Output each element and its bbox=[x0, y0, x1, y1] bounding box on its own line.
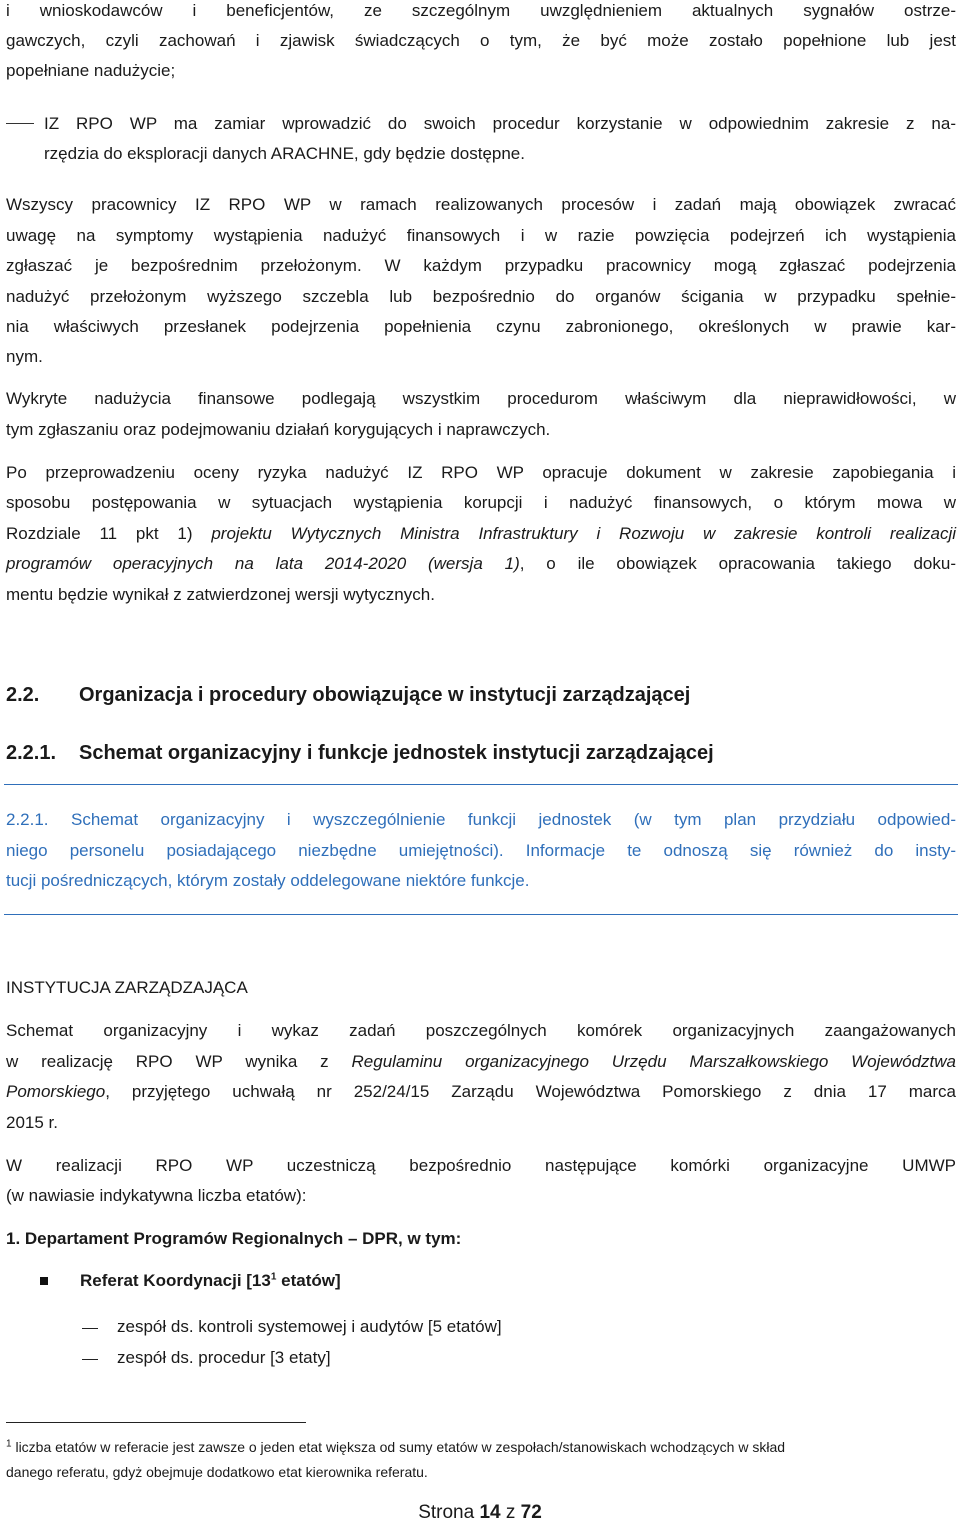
page-number: 14 bbox=[479, 1502, 501, 1523]
referat-item bbox=[80, 1266, 960, 1296]
page-of: z bbox=[500, 1502, 521, 1523]
dash-bullet-icon bbox=[82, 1328, 98, 1329]
footnote-mark: 1 bbox=[6, 1438, 12, 1450]
paragraph-line: gawczych, czyli zachowań i zjawisk świadczących o tym, że być może zostało popełnione lub jest bbox=[6, 31, 956, 50]
text-run: Rozdziale 11 pkt 1) bbox=[6, 524, 212, 543]
paragraph-line: Wykryte nadużycia finansowe podlegają wszystkim procedurom właściwym dla nieprawidłowości, w bbox=[6, 389, 956, 408]
paragraph-line: W realizacji RPO WP uczestniczą bezpośrednio następujące komórki organizacyjne UMWP bbox=[6, 1156, 956, 1175]
paragraph-line bbox=[6, 1077, 956, 1107]
paragraph-line: Po przeprowadzeniu oceny ryzyka nadużyć IZ RPO WP opracuje dokument w zakresie zapobiegania i bbox=[6, 463, 956, 482]
paragraph-line bbox=[6, 1047, 956, 1077]
team-item: zespół ds. procedur [3 etaty] bbox=[117, 1348, 331, 1367]
page-footer bbox=[0, 1498, 960, 1528]
department-item: 1. Departament Programów Regionalnych – DPR, w tym: bbox=[6, 1229, 462, 1248]
footnote-text: liczba etatów w referacie jest zawsze o jeden etat większa od sumy etatów w zespołach/stanowiskach wchodzących w skład bbox=[11, 1439, 786, 1455]
paragraph-line: popełniane nadużycie; bbox=[6, 61, 176, 80]
text-run: , przyjętego uchwałą nr 252/24/15 Zarządu Województwa Pomorskiego z dnia 17 marca bbox=[105, 1082, 956, 1101]
institution-label: INSTYTUCJA ZARZĄDZAJĄCA bbox=[6, 978, 248, 997]
footnote-line bbox=[6, 1434, 956, 1460]
text-run: , o ile obowiązek opracowania takiego doku- bbox=[519, 554, 956, 573]
regulation-title: Regulaminu organizacyjnego Urzędu Marszałkowskiego Województwa bbox=[351, 1052, 956, 1071]
subsection-heading: Schemat organizacyjny i funkcje jednostek instytucji zarządzającej bbox=[79, 742, 714, 764]
paragraph-line: nadużyć przełożonym wyższego szczebla lub bezpośrednio do organów ścigania w przypadku spełnie- bbox=[6, 287, 956, 306]
paragraph-line: nia właściwych przesłanek podejrzenia popełnienia czynu zabronionego, określonych w prawie kar- bbox=[6, 317, 956, 336]
instruction-line: 2.2.1. Schemat organizacyjny i wyszczególnienie funkcji jednostek (w tym plan przydziału odpowied- bbox=[6, 810, 956, 829]
paragraph-line: tym zgłaszaniu oraz podejmowaniu działań korygujących i naprawczych. bbox=[6, 420, 551, 439]
page-label: Strona bbox=[418, 1502, 480, 1523]
list-item-line: rzędzia do eksploracji danych ARACHNE, gdy będzie dostępne. bbox=[44, 144, 525, 163]
section-number: 2.2. bbox=[6, 684, 40, 706]
referat-label: Referat Koordynacji [13 bbox=[80, 1271, 271, 1290]
divider bbox=[4, 784, 958, 785]
instruction-line: niego personelu posiadającego niezbędne umiejętności). Informacje te odnoszą się również do insty- bbox=[6, 841, 956, 860]
footnote-ref: 1 bbox=[270, 1271, 277, 1283]
subsection-number: 2.2.1. bbox=[6, 742, 57, 764]
paragraph-line: i wnioskodawców i beneficjentów, ze szczególnym uwzględnieniem aktualnych sygnałów ostrze- bbox=[6, 1, 956, 20]
dash-bullet-icon bbox=[6, 123, 34, 124]
paragraph-line: nym. bbox=[6, 347, 43, 366]
referat-label-tail: etatów] bbox=[276, 1271, 341, 1290]
instruction-line: tucji pośredniczących, którym zostały oddelegowane niektóre funkcje. bbox=[6, 871, 530, 890]
footnote-separator bbox=[6, 1422, 306, 1423]
footnote-line: danego referatu, gdyż obejmuje dodatkowo etat kierownika referatu. bbox=[6, 1464, 428, 1480]
team-item: zespół ds. kontroli systemowej i audytów [5 etatów] bbox=[117, 1317, 502, 1336]
paragraph-line bbox=[6, 549, 956, 579]
paragraph-line: mentu będzie wynikał z zatwierdzonej wersji wytycznych. bbox=[6, 585, 435, 604]
dash-bullet-icon bbox=[82, 1359, 98, 1360]
page-total: 72 bbox=[520, 1502, 542, 1523]
list-item-line: IZ RPO WP ma zamiar wprowadzić do swoich procedur korzystanie w odpowiednim zakresie z na- bbox=[44, 114, 956, 133]
paragraph-line: 2015 r. bbox=[6, 1113, 58, 1132]
paragraph-line: sposobu postępowania w sytuacjach wystąpienia korupcji i nadużyć finansowych, o którym mowa w bbox=[6, 493, 956, 512]
text-run: w realizację RPO WP wynika z bbox=[6, 1052, 352, 1071]
guidelines-title: programów operacyjnych na lata 2014-2020 (wersja 1) bbox=[6, 554, 520, 573]
guidelines-title: projektu Wytycznych Ministra Infrastruktury i Rozwoju w zakresie kontroli realizacji bbox=[211, 524, 956, 543]
paragraph-line: Wszyscy pracownicy IZ RPO WP w ramach realizowanych procesów i zadań mają obowiązek zwracać bbox=[6, 195, 956, 214]
section-heading: Organizacja i procedury obowiązujące w instytucji zarządzającej bbox=[79, 684, 691, 706]
regulation-title: Pomorskiego bbox=[6, 1082, 106, 1101]
paragraph-line: Schemat organizacyjny i wykaz zadań poszczególnych komórek organizacyjnych zaangażowanych bbox=[6, 1021, 956, 1040]
paragraph-line: uwagę na symptomy wystąpienia nadużyć finansowych i w razie powzięcia podejrzeń ich wystąpienia bbox=[6, 226, 956, 245]
paragraph-line: (w nawiasie indykatywna liczba etatów): bbox=[6, 1186, 307, 1205]
paragraph-line bbox=[6, 519, 956, 549]
square-bullet-icon bbox=[40, 1277, 48, 1285]
paragraph-line: zgłaszać je bezpośrednim przełożonym. W każdym przypadku pracownicy mogą zgłaszać podejrzenia bbox=[6, 256, 956, 275]
divider bbox=[4, 914, 958, 915]
